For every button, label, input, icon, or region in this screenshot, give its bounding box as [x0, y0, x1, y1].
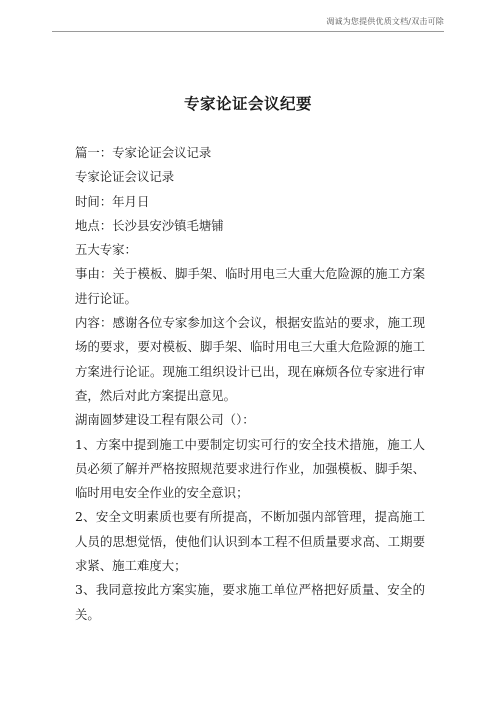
paragraph-section-heading: 篇一：专家论证会议记录 — [75, 145, 212, 160]
header-divider — [52, 31, 444, 32]
paragraph-subject: 事由：关于模板、脚手架、临时用电三大重大危险源的施工方案进行论证。 — [75, 266, 425, 306]
paragraph-point-2: 2、安全文明素质也要有所提高，不断加强内部管理，提高施工人员的思想觉悟，使他们认识到本工程不但质量要求高、工期要求紧、施工难度大； — [75, 509, 425, 574]
header-note: 凋诚为您提供优质文档/双击可除 — [326, 17, 444, 26]
paragraph-location: 地点：长沙县安沙镇毛塘铺 — [75, 217, 224, 233]
document-body — [75, 141, 425, 627]
paragraph-content: 内容：感谢各位专家参加这个会议，根据安监站的要求，施工现场的要求，要对模板、脚手架、临时用电三大重大危险源的施工方案进行论证。现施工组织设计已出，现在麻烦各位专家进行审查，然后对此方案提出意见。 — [75, 315, 425, 403]
paragraph-point-1: 1、方案中提到施工中要制定切实可行的安全技术措施，施工人员必须了解并严格按照规范要求进行作业，加强模板、脚手架、临时用电安全作业的安全意识； — [75, 436, 425, 501]
paragraph-experts: 五大专家： — [75, 242, 137, 258]
paragraph-time: 时间：年月日 — [75, 193, 150, 209]
paragraph-record-title: 专家论证会议记录 — [75, 169, 175, 185]
document-title: 专家论证会议纪要 — [183, 94, 312, 113]
paragraph-point-3: 3、我同意按此方案实施，要求施工单位严格把好质量、安全的关。 — [75, 582, 425, 622]
paragraph-company: 湖南圆梦建设工程有限公司（）： — [75, 412, 255, 428]
